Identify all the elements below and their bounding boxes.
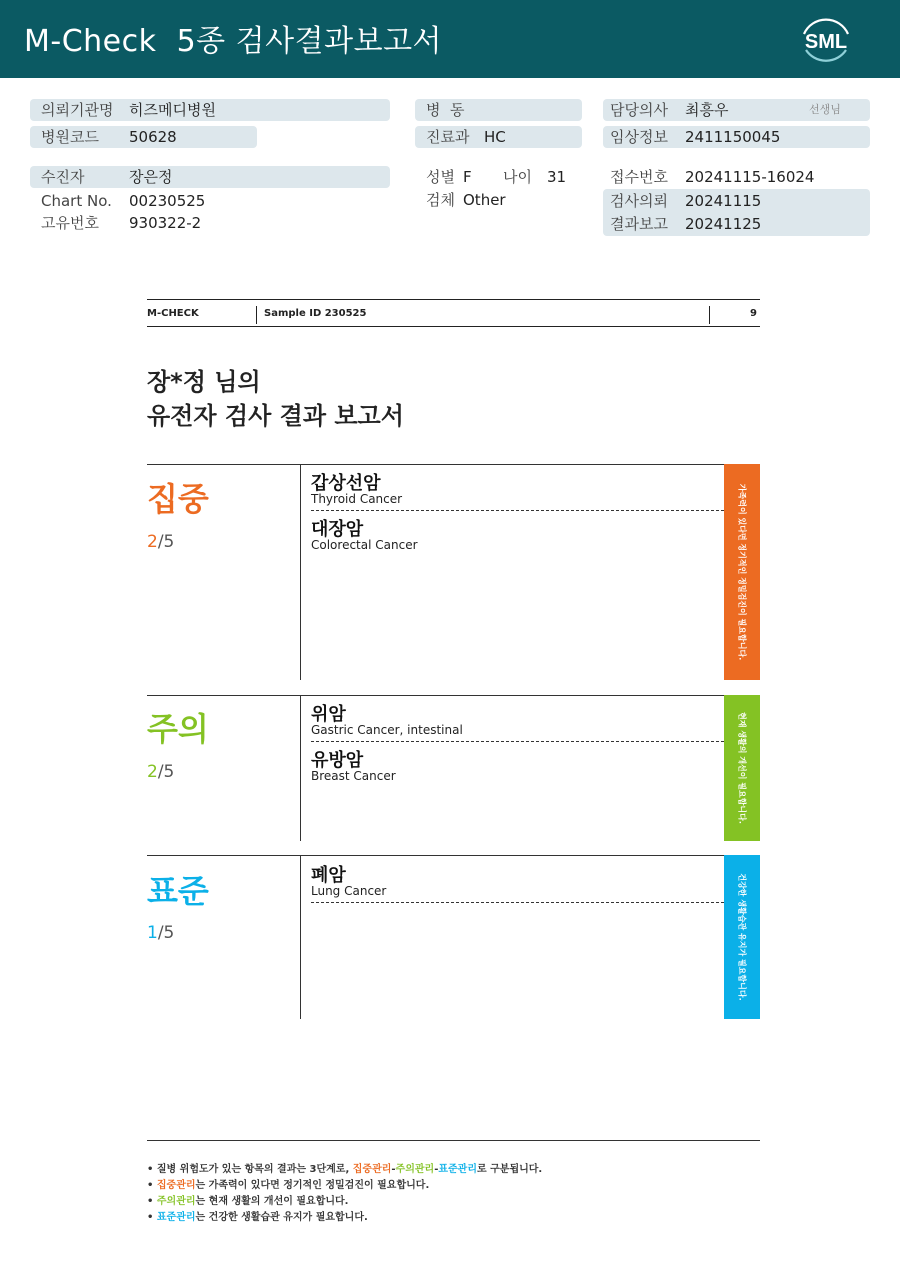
report-header-title: M-Check 5종 검사결과보고서 [24, 24, 443, 59]
report-title-line1: 장*정 님의 [147, 368, 261, 396]
section-name-caution: 주의 [147, 710, 209, 748]
section-top-line [147, 695, 724, 696]
unique-id-label: 고유번호 [41, 214, 99, 232]
report-header-top-line [147, 299, 760, 300]
section-name-focus: 집중 [147, 480, 209, 518]
doctor-label: 담당의사 [610, 101, 668, 119]
section-top-line [147, 855, 724, 856]
section-bar-text: 현재 생활의 개선이 필요합니다. [737, 712, 747, 824]
sex-value: F [463, 168, 472, 186]
hospital-code-value: 50628 [129, 128, 177, 146]
header-bar [0, 0, 900, 78]
section-top-line [147, 464, 724, 465]
sex-age-field [415, 166, 582, 188]
report-date-value: 20241125 [685, 215, 762, 233]
report-brand: M-CHECK [147, 308, 199, 319]
item-kr: 폐암 [311, 865, 346, 886]
specimen-value: Other [463, 191, 506, 209]
patient-value: 장은정 [129, 168, 173, 186]
chart-value: 00230525 [129, 192, 206, 210]
item-separator [311, 902, 724, 903]
report-date-field [603, 213, 870, 235]
note-1: • 질병 위험도가 있는 항목의 결과는 3단계로, 집중관리-주의관리-표준관리로 구분됩니다. [147, 1164, 543, 1175]
request-label: 검사의뢰 [610, 192, 668, 210]
sample-id: Sample ID 230525 [264, 308, 367, 319]
specimen-field [415, 189, 582, 211]
patient-field [30, 166, 390, 188]
age-label: 나이 [503, 168, 532, 186]
institution-label: 의뢰기관명 [41, 101, 114, 119]
section-divider [300, 464, 301, 680]
item-en: Colorectal Cancer [311, 538, 418, 552]
doctor-suffix: 선생님 [809, 103, 841, 116]
section-bar-caution [724, 695, 760, 841]
ward-field [415, 99, 582, 121]
section-count: 1/5 [147, 923, 175, 943]
section-bar-standard [724, 855, 760, 1019]
hospital-code-label: 병원코드 [41, 128, 99, 146]
footer-line [147, 1140, 760, 1141]
age-value: 31 [547, 168, 567, 186]
item-kr: 갑상선암 [311, 473, 381, 494]
page-number: 9 [750, 308, 757, 319]
note-4: • 표준관리는 건강한 생활습관 유지가 필요합니다. [147, 1212, 368, 1223]
item-separator [311, 510, 724, 511]
receipt-value: 20241115-16024 [685, 168, 815, 186]
clinical-label: 임상정보 [610, 128, 668, 146]
section-bar-text: 건강한 생활습관 유지가 필요합니다. [737, 873, 747, 1001]
report-header-divider [709, 306, 710, 324]
ward-label: 병 동 [426, 101, 465, 119]
sml-logo [798, 12, 854, 68]
clinical-field [603, 126, 870, 148]
request-value: 20241115 [685, 192, 762, 210]
item-en: Thyroid Cancer [311, 492, 403, 506]
section-bar-text: 가족력이 있다면 정기적인 정밀검진이 필요합니다. [737, 483, 747, 661]
item-kr: 위암 [311, 704, 346, 725]
section-count: 2/5 [147, 762, 175, 782]
doctor-value: 최흥우 [685, 101, 729, 119]
item-en: Lung Cancer [311, 884, 387, 898]
chart-label: Chart No. [41, 192, 112, 210]
report-header-bottom-line [147, 326, 760, 327]
unique-id-field [30, 212, 390, 234]
institution-value: 히즈메디병원 [129, 101, 216, 119]
item-kr: 유방암 [311, 750, 364, 771]
note-3: • 주의관리는 현재 생활의 개선이 필요합니다. [147, 1196, 349, 1207]
section-count: 2/5 [147, 532, 175, 552]
unique-id-value: 930322-2 [129, 214, 202, 232]
receipt-label: 접수번호 [610, 168, 668, 186]
doctor-field [603, 99, 870, 121]
report-header-divider [256, 306, 257, 324]
request-field [603, 190, 870, 212]
section-divider [300, 695, 301, 841]
report-title-line2: 유전자 검사 결과 보고서 [147, 402, 404, 430]
note-2: • 집중관리는 가족력이 있다면 정기적인 정밀검진이 필요합니다. [147, 1180, 430, 1191]
section-name-standard: 표준 [147, 872, 209, 910]
specimen-label: 검체 [426, 191, 455, 209]
logo-text: SML [804, 31, 848, 53]
department-field [415, 126, 582, 148]
item-en: Breast Cancer [311, 769, 396, 783]
hospital-code-field [30, 126, 257, 148]
chart-field [30, 190, 390, 212]
item-kr: 대장암 [311, 519, 364, 540]
item-en: Gastric Cancer, intestinal [311, 723, 463, 737]
institution-field [30, 99, 390, 121]
patient-label: 수진자 [41, 168, 85, 186]
department-value: HC [484, 128, 506, 146]
clinical-value: 2411150045 [685, 128, 781, 146]
report-date-label: 결과보고 [610, 215, 668, 233]
section-bar-focus [724, 464, 760, 680]
receipt-field [603, 166, 870, 188]
item-separator [311, 741, 724, 742]
department-label: 진료과 [426, 128, 470, 146]
section-divider [300, 855, 301, 1019]
sex-label: 성별 [426, 168, 455, 186]
